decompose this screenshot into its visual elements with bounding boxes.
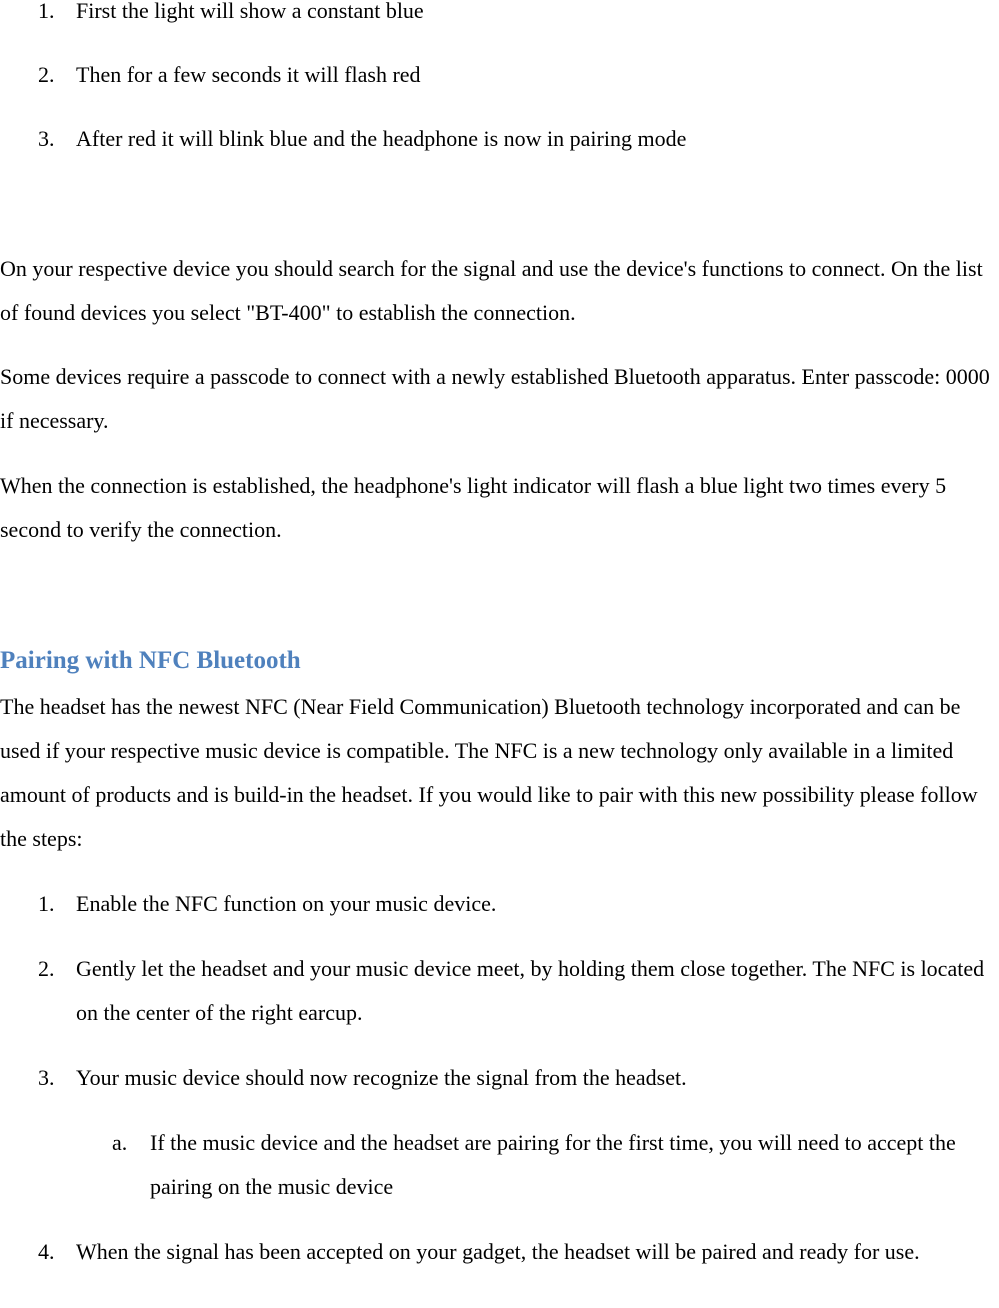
- list-item: [0, 117, 999, 161]
- list-item: [0, 53, 999, 97]
- passcode-paragraph: Some devices require a passcode to connect with a newly established Bluetooth apparatus. Enter passcode: 0000 if necessary.: [0, 364, 990, 433]
- list-item: [0, 947, 999, 1035]
- list-sub-item: [0, 1121, 999, 1209]
- list-sub-item-letter: a.: [112, 1130, 128, 1155]
- list-sub-item-text: If the music device and the headset are pairing for the first time, you will need to accept the pairing on the music device: [150, 1130, 956, 1199]
- connection-established-paragraph: When the connection is established, the headphone's light indicator will flash a blue light two times every 5 second to verify the connection.: [0, 473, 947, 542]
- nfc-intro-paragraph: The headset has the newest NFC (Near Field Communication) Bluetooth technology incorporated and can be used if your respective music device is compatible. The NFC is a new technology only available in a limited amount of products and is build-in the headset. If you would like to pair with this new possibility please follow the steps:: [0, 694, 978, 851]
- list-item-number: 3.: [38, 1065, 55, 1090]
- list-item-text: First the light will show a constant blue: [76, 0, 424, 23]
- list-item: [0, 1056, 999, 1100]
- list-item-number: 2.: [38, 956, 55, 981]
- list-item-text: Enable the NFC function on your music device.: [76, 891, 497, 916]
- list-item-text: Gently let the headset and your music device meet, by holding them close together. The NFC is located on the center of the right earcup.: [76, 956, 985, 1025]
- list-item: [0, 0, 999, 33]
- list-item-text: After red it will blink blue and the headphone is now in pairing mode: [76, 126, 687, 151]
- pairing-steps-list: [0, 0, 999, 161]
- list-item-number: 4.: [38, 1239, 55, 1264]
- list-item-text: Then for a few seconds it will flash red: [76, 62, 421, 87]
- nfc-steps-list: [0, 882, 999, 1274]
- list-item-number: 2.: [38, 62, 55, 87]
- list-item-text: Your music device should now recognize the signal from the headset.: [76, 1065, 687, 1090]
- list-item-number: 1.: [38, 0, 55, 23]
- list-item-number: 1.: [38, 891, 55, 916]
- list-item: [0, 882, 999, 926]
- connect-paragraph: On your respective device you should search for the signal and use the device's functions to connect. On the list of found devices you select "BT-400" to establish the connection.: [0, 256, 983, 325]
- list-item: [0, 1230, 999, 1274]
- list-item-number: 3.: [38, 126, 55, 151]
- list-item-text: When the signal has been accepted on your gadget, the headset will be paired and ready for use.: [76, 1239, 920, 1264]
- nfc-section-heading: Pairing with NFC Bluetooth: [0, 647, 301, 674]
